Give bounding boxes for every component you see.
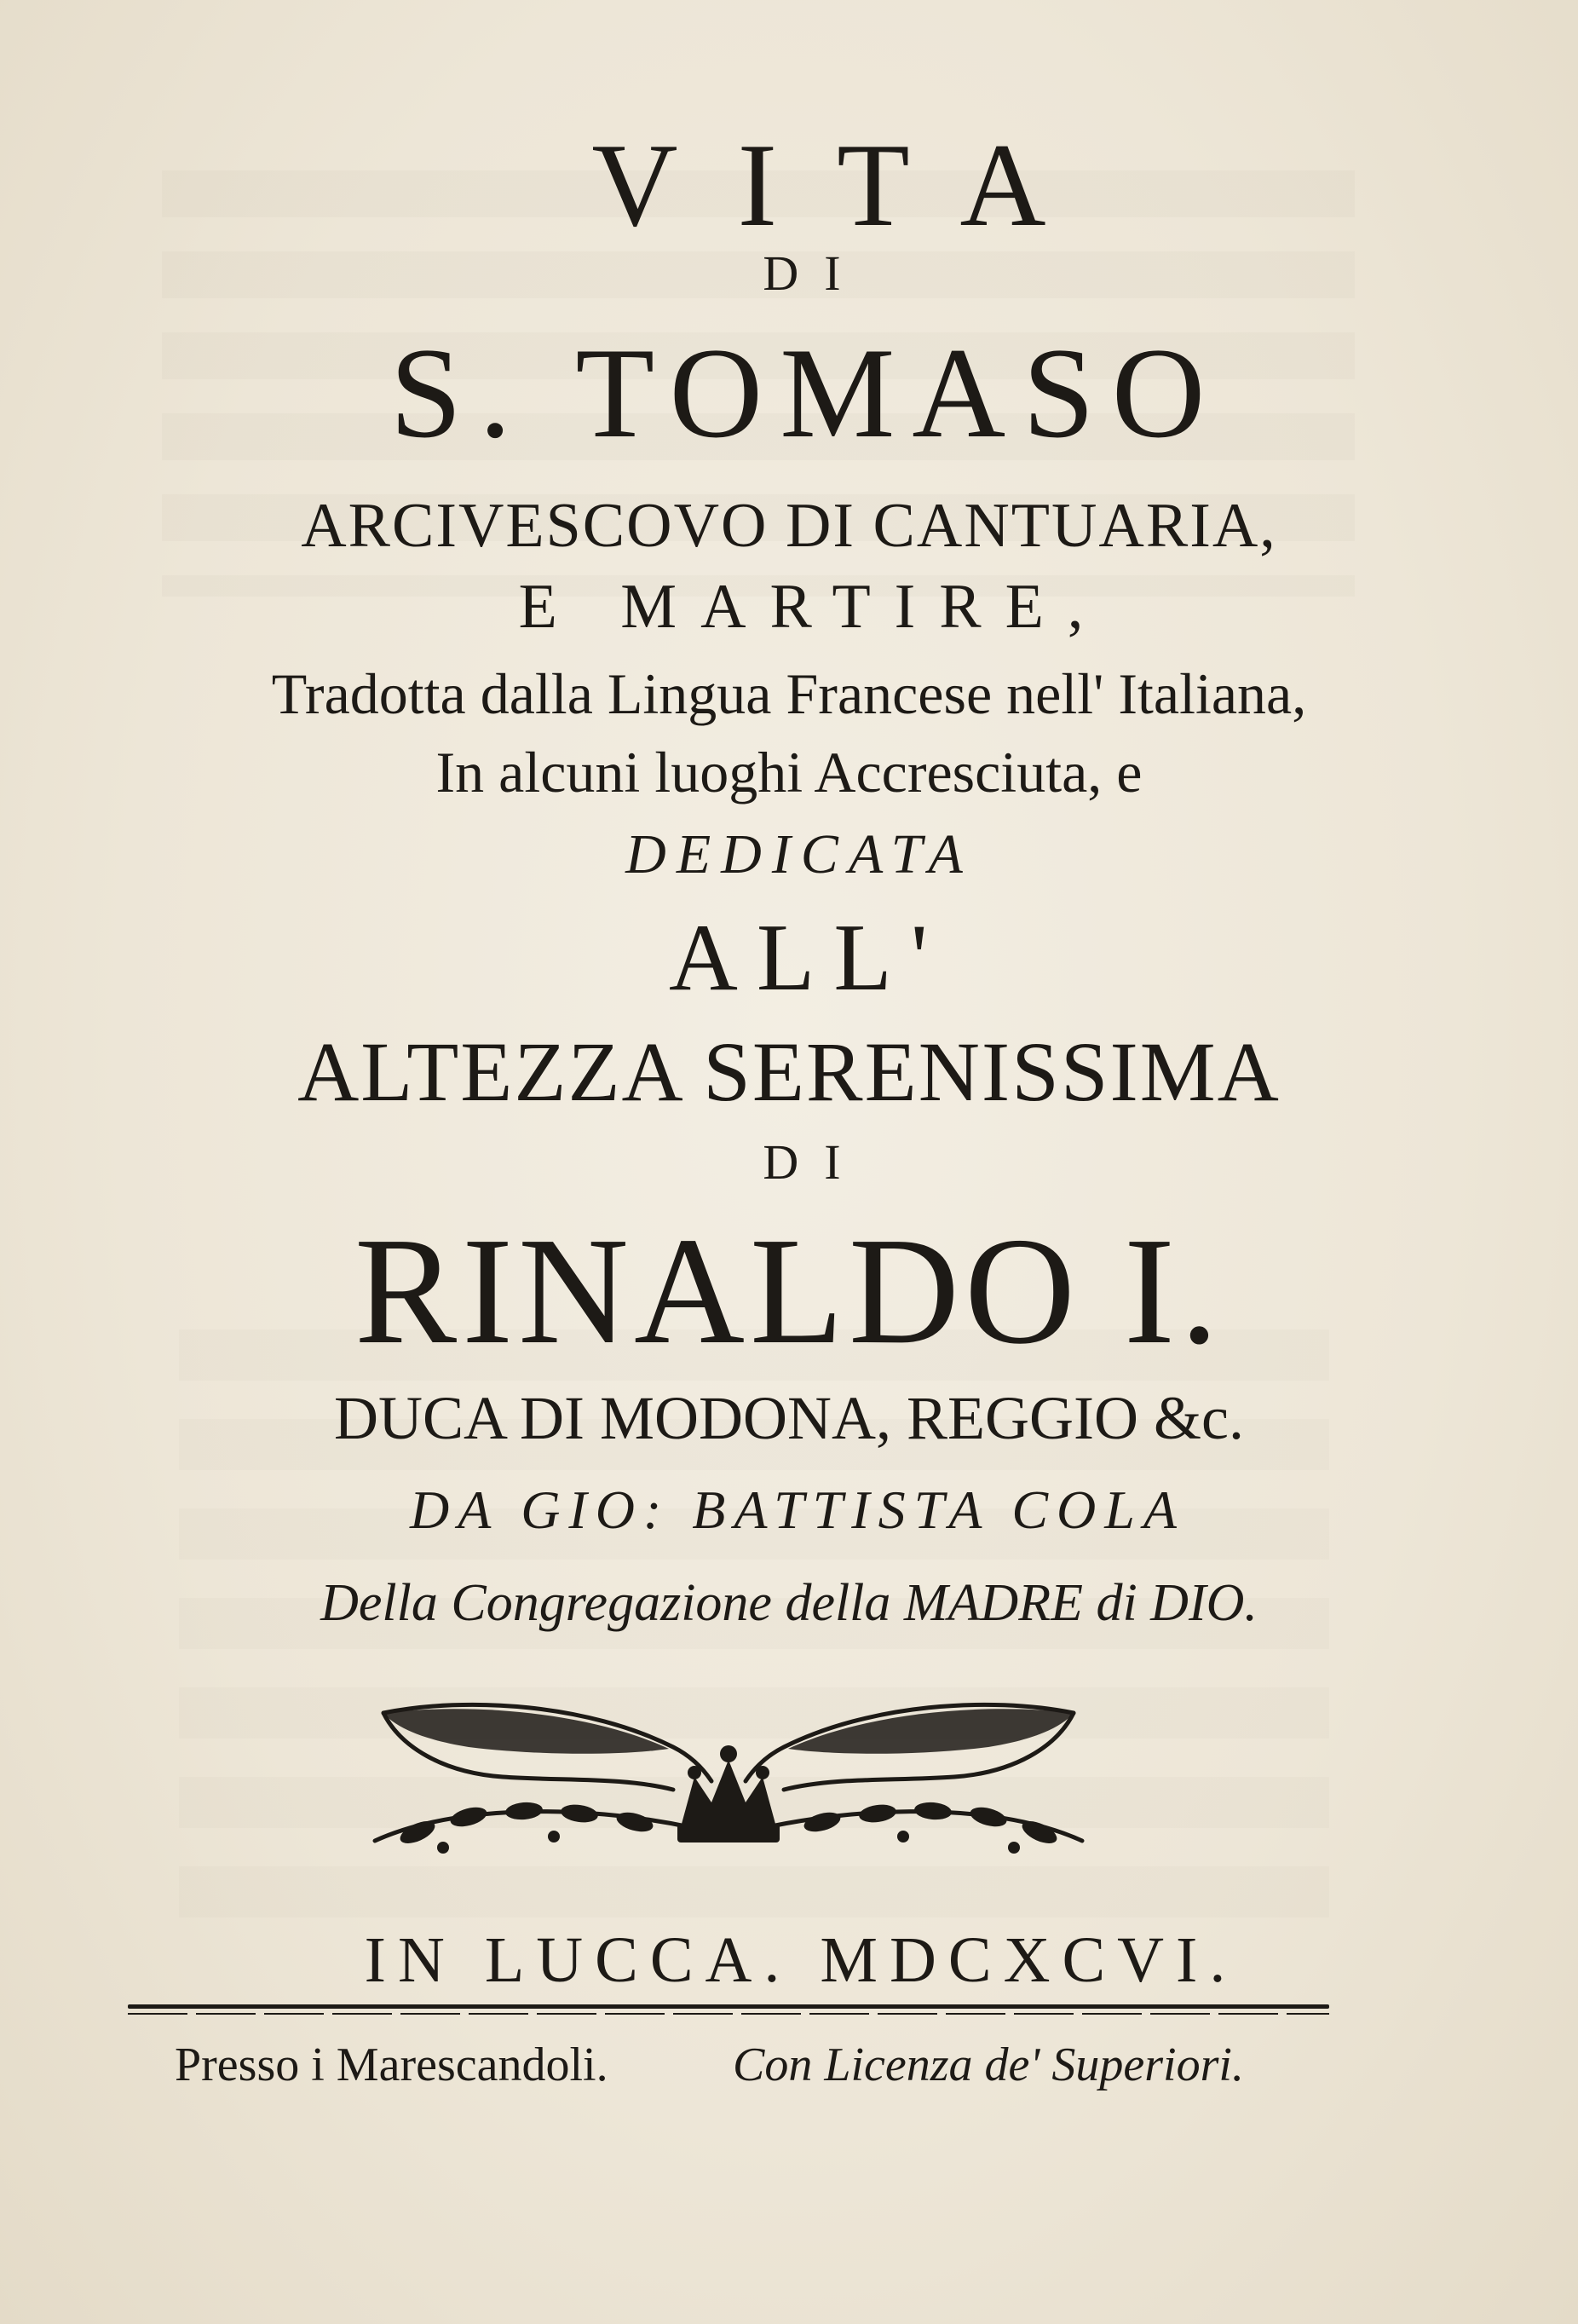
title-author: DA GIO: BATTISTA COLA [410, 1479, 1185, 1540]
title-highness: ALTEZZA SERENISSIMA [297, 1024, 1281, 1119]
licence-note: Con Licenza de' Superiori. [733, 2039, 1244, 2091]
title-archbishop: ARCIVESCOVO DI CANTUARIA, [301, 491, 1277, 561]
title-duke: DUCA DI MODONA, REGGIO &c. [334, 1384, 1244, 1452]
title-di-2: DI [763, 1134, 867, 1190]
title-saint-name: S. TOMASO [389, 321, 1223, 464]
title-di-1: DI [763, 245, 867, 301]
rule-thick [128, 2004, 1329, 2009]
title-vita: VITA [591, 119, 1106, 251]
title-all: ALL' [669, 905, 947, 1011]
title-dedicated: DEDICATA [625, 823, 973, 885]
title-translated: Tradotta dalla Lingua Francese nell' Italiana, [271, 661, 1307, 726]
title-martyr: E MARTIRE, [518, 572, 1108, 642]
rule-thin [128, 2013, 1329, 2015]
title-augmented: In alcuni luoghi Accresciuta, e [435, 740, 1143, 804]
title-congregation: Della Congregazione della MADRE di DIO. [320, 1574, 1258, 1632]
printer-name: Presso i Marescandoli. [175, 2039, 608, 2091]
crown-and-foliage-ornament-icon [366, 1696, 1091, 1866]
place-and-year: IN LUCCA. MDCXCVI. [364, 1924, 1238, 1996]
double-rule-divider [128, 2004, 1329, 2021]
title-rinaldo: RINALDO I. [354, 1206, 1224, 1375]
